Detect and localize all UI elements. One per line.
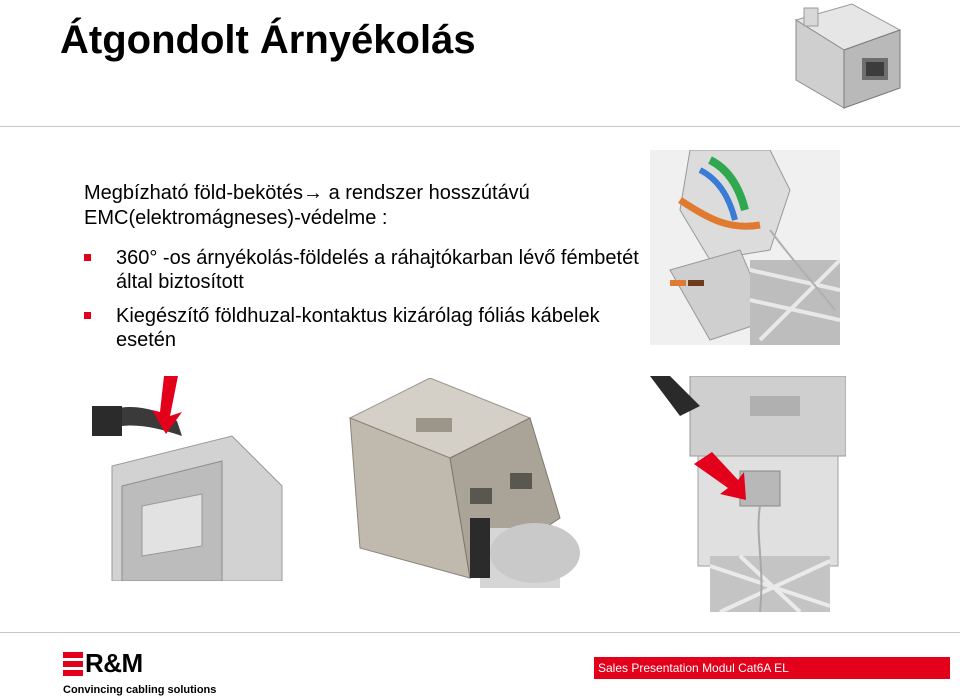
bullet-list — [84, 246, 644, 362]
right-arrow-icon: → — [303, 182, 324, 204]
logo-bars-icon — [63, 652, 83, 678]
footer-bar: Sales Presentation Modul Cat6A EL — [594, 657, 950, 679]
intro-line1-a: Megbízható föld-bekötés — [84, 182, 304, 204]
bullet-square-icon — [84, 312, 91, 319]
intro-text — [84, 181, 644, 231]
bullet-text: Kiegészítő földhuzal-kontaktus kizárólag fóliás kábelek esetén — [116, 305, 600, 351]
bullet-item — [84, 304, 644, 352]
company-logo — [63, 648, 143, 683]
bullet-item — [84, 246, 644, 294]
footer-divider — [0, 632, 960, 633]
logo-text: R&M — [85, 648, 143, 678]
bullet-text: 360° -os árnyékolás-földelés a ráhajtókarban lévő fémbetét által biztosított — [116, 247, 639, 293]
latch-arm-photo — [82, 376, 292, 581]
title-divider — [0, 126, 960, 127]
intro-line2: EMC(elektromágneses)-védelme : — [84, 207, 388, 229]
slide-title: Átgondolt Árnyékolás — [60, 18, 476, 62]
ground-contact-photo — [650, 376, 846, 612]
intro-line1-b: a rendszer hosszútávú — [323, 182, 530, 204]
tagline: Convincing cabling solutions — [63, 684, 217, 696]
shielded-connector-photo — [330, 378, 580, 600]
shielded-module-icon — [782, 0, 917, 118]
bullet-square-icon — [84, 254, 91, 261]
module-wiring-photo — [650, 150, 840, 345]
